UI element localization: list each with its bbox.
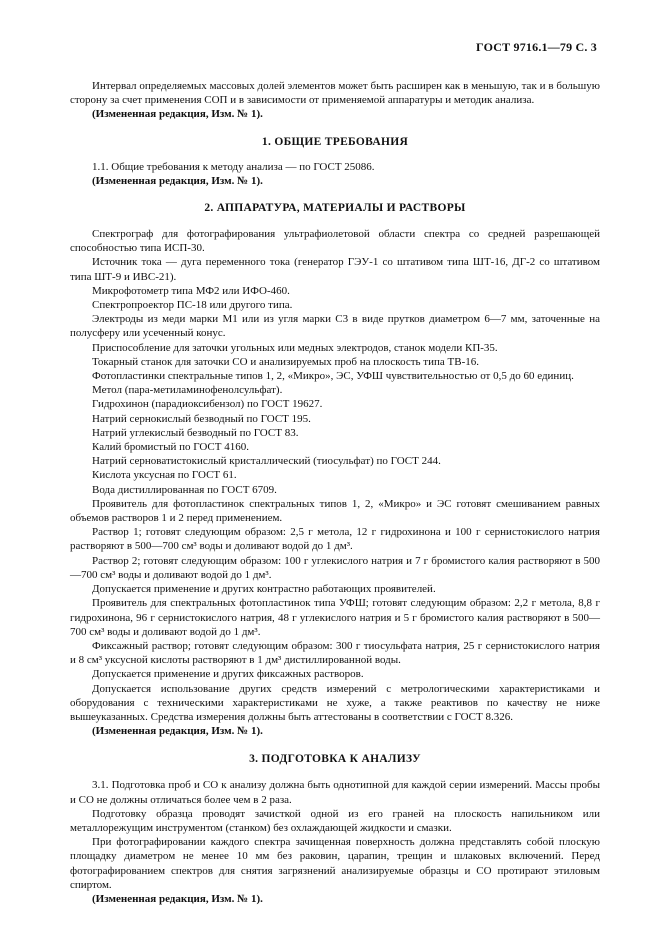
section-2-item: Допускается применение и других фиксажных растворов. bbox=[92, 668, 364, 681]
section-2-item: Проявитель для спектральных фотопластинок типа УФШ; готовят следующим образом: 2,2 г метола, 8,8 г гидрохинона, 96 г сернистокислого натрия, 48 г углекислого натрия и 5 г бромистого калия растворяют в 500—700 см³ воды и доливают водой до 1 дм³. bbox=[70, 597, 600, 638]
section-2-item: Вода дистиллированная по ГОСТ 6709. bbox=[92, 483, 277, 496]
section-3-title: 3. ПОДГОТОВКА К АНАЛИЗУ bbox=[249, 753, 421, 766]
section-2-revision-note: (Измененная редакция, Изм. № 1). bbox=[92, 725, 263, 738]
section-2-item: Приспособление для заточки угольных или медных электродов, станок модели КП-35. bbox=[92, 341, 498, 354]
section-2-item: Раствор 1; готовят следующим образом: 2,5 г метола, 12 г гидрохинона и 100 г сернистокислого натрия растворяют в 500—700 см³ воды и доливают водой до 1 дм³. bbox=[70, 526, 600, 553]
intro-paragraph: Интервал определяемых массовых долей элементов может быть расширен как в меньшую, так и в большую сторону за счет применения СОП и в зависимости от применяемой аппаратуры и методик анализа. bbox=[70, 80, 600, 107]
section-3-item: 3.1. Подготовка проб и СО к анализу должна быть однотипной для каждой серии измерений. Массы пробы и СО не должны отличаться более чем в 2 раза. bbox=[70, 779, 600, 806]
section-2-item: Натрий серноватистокислый кристаллический (тиосульфат) по ГОСТ 244. bbox=[92, 455, 441, 468]
section-2-body bbox=[70, 227, 600, 724]
page-header: ГОСТ 9716.1—79 С. 3 bbox=[476, 40, 597, 54]
section-2-item: Спектропроектор ПС-18 или другого типа. bbox=[92, 299, 293, 312]
section-2-item: Допускается применение и других контрастно работающих проявителей. bbox=[92, 583, 436, 596]
section-2-item: Раствор 2; готовят следующим образом: 100 г углекислого натрия и 7 г бромистого калия растворяют в 500—700 см³ воды и доливают водой до 1 дм³. bbox=[70, 554, 600, 581]
section-1-revision-note: (Измененная редакция, Изм. № 1). bbox=[92, 174, 263, 187]
section-2-item: Фиксажный раствор; готовят следующим образом: 300 г тиосульфата натрия, 25 г сернистокислого натрия и 8 см³ уксусной кислоты растворяют в 1 дм³ дистиллированной воды. bbox=[70, 639, 600, 667]
section-2-item: Источник тока — дуга переменного тока (генератор ГЭУ-1 со штативом типа ШТ-16, ДГ-2 со штативом типа ШТ-9 и ИВС-21). bbox=[70, 256, 600, 283]
section-2-item: Допускается использование других средств измерений с метрологическими характеристиками и оборудования с техническими характеристиками не хуже, а также реактивов по качеству не ниже вышеуказанных. Средства измерения должны быть аттестованы в соответствии с ГОСТ 8.326. bbox=[70, 682, 600, 723]
section-2-item: Спектрограф для фотографирования ультрафиолетовой области спектра со средней разрешающей способностью типа ИСП-30. bbox=[70, 228, 600, 255]
section-3-body bbox=[70, 778, 600, 892]
section-2-title: 2. АППАРАТУРА, МАТЕРИАЛЫ И РАСТВОРЫ bbox=[204, 202, 466, 215]
page-content bbox=[70, 79, 600, 906]
section-2-item: Натрий углекислый безводный по ГОСТ 83. bbox=[92, 426, 299, 439]
section-2-item: Токарный станок для заточки СО и анализируемых проб на плоскость типа ТВ-16. bbox=[92, 355, 479, 368]
section-2-item: Гидрохинон (парадиоксибензол) по ГОСТ 19627. bbox=[92, 398, 323, 411]
section-2-item: Фотопластинки спектральные типов 1, 2, «Микро», ЭС, УФШ чувствительностью от 0,5 до 60 единиц. bbox=[92, 370, 574, 383]
intro-revision-note: (Измененная редакция, Изм. № 1). bbox=[92, 108, 263, 121]
section-2-item: Метол (пара-метиламинофенолсульфат). bbox=[92, 384, 283, 397]
section-3-item: При фотографировании каждого спектра зачищенная поверхность должна представлять собой плоскую площадку диаметром не менее 10 мм без раковин, царапин, трещин и шлаковых включений. Перед фотографированием спектров для снятия загрязнений анализируемые образцы и СО протирают этиловым спиртом. bbox=[70, 836, 600, 891]
section-1-title: 1. ОБЩИЕ ТРЕБОВАНИЯ bbox=[261, 135, 409, 148]
section-2-item: Кислота уксусная по ГОСТ 61. bbox=[92, 469, 237, 482]
section-2-item: Натрий сернокислый безводный по ГОСТ 195. bbox=[92, 412, 311, 425]
section-2-item: Микрофотометр типа МФ2 или ИФО-460. bbox=[92, 284, 290, 297]
section-1-paragraph: 1.1. Общие требования к методу анализа — по ГОСТ 25086. bbox=[92, 160, 375, 173]
section-2-item: Проявитель для фотопластинок спектральных типов 1, 2, «Микро» и ЭС готовят смешиванием равных объемов растворов 1 и 2 перед применением. bbox=[70, 497, 600, 525]
section-3-revision-note: (Измененная редакция, Изм. № 1). bbox=[92, 892, 263, 905]
section-2-item: Калий бромистый по ГОСТ 4160. bbox=[92, 441, 249, 454]
section-2-item: Электроды из меди марки М1 или из угля марки С3 в виде прутков диаметром 6—7 мм, заточенные на полусферу или усеченный конус. bbox=[70, 313, 600, 340]
section-3-item: Подготовку образца проводят зачисткой одной из его граней на плоскость напильником или металлорежущим инструментом (станком) без охлаждающей жидкости и смазки. bbox=[70, 807, 600, 834]
